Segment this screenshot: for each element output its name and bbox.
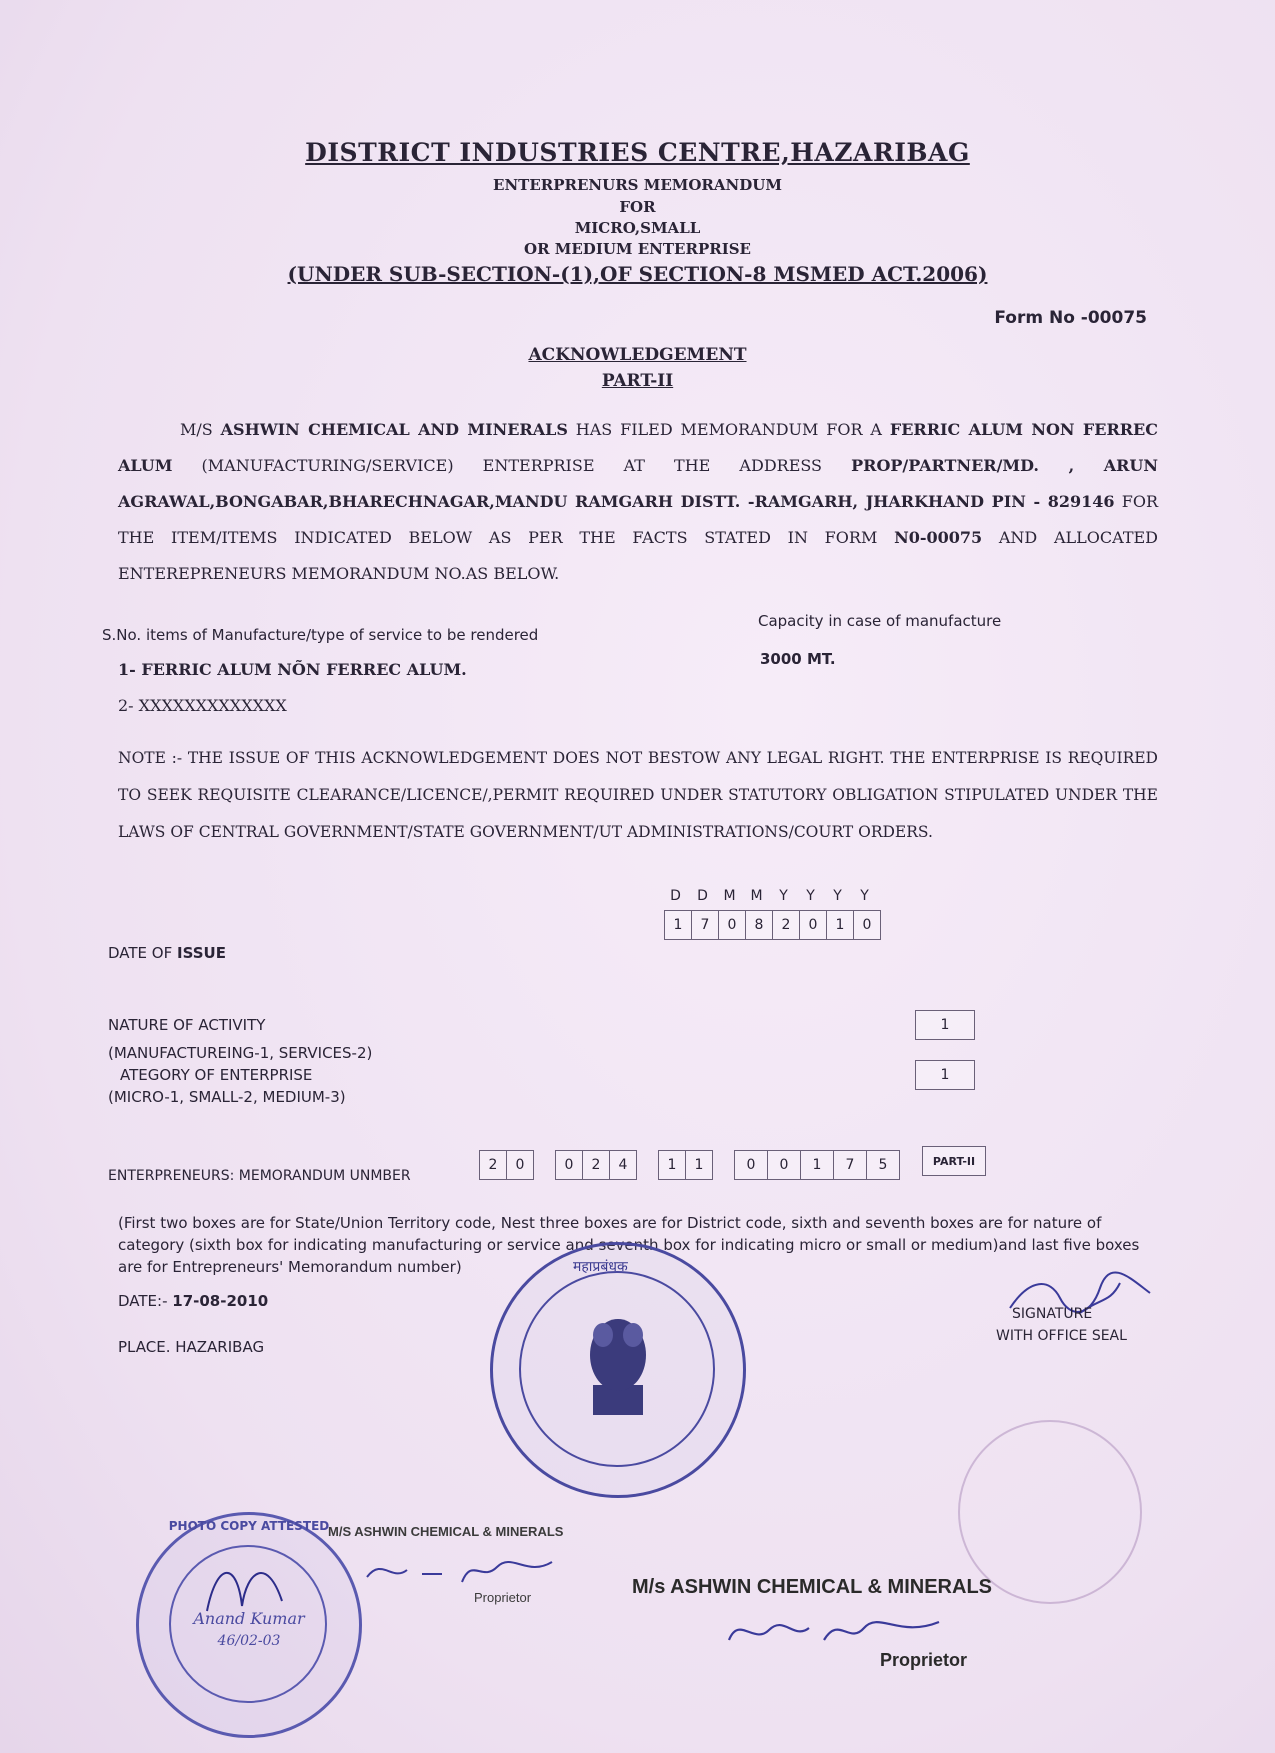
memo-digit: 0 xyxy=(767,1150,801,1180)
capacity-1: 3000 MT. xyxy=(760,650,836,668)
statement-p1: M/S xyxy=(180,420,221,439)
footer-date xyxy=(118,1292,268,1310)
part-box: PART-II xyxy=(922,1146,986,1176)
note-paragraph: NOTE :- THE ISSUE OF THIS ACKNOWLEDGEMENT DOES NOT BESTOW ANY LEGAL RIGHT. THE ENTERPRISE IS REQUIRED TO SEEK REQUISITE CLEARANCE/LICENCE/,PERMIT REQUIRED UNDER STATUTORY OBLIGATION STIPULATED UNDER THE LAWS OF CENTRAL GOVERNMENT/STATE GOVERNMENT/UT ADMINISTRATIONS/COURT ORDERS. xyxy=(118,749,1158,841)
firm-stamp-role: Proprietor xyxy=(474,1590,532,1605)
acknowledgement-heading: ACKNOWLEDGEMENT xyxy=(528,345,747,365)
office-seal xyxy=(490,1242,746,1498)
firm-stamp-2-name: M/s ASHWIN CHEMICAL & MINERALS xyxy=(632,1576,992,1598)
proprietor-signature-2-icon xyxy=(724,1610,954,1654)
date-digit: 1 xyxy=(826,910,854,940)
form-reference: N0-00075 xyxy=(894,528,983,547)
notary-number: 46/02-03 xyxy=(217,1633,281,1649)
date-header-y3: Y xyxy=(833,888,842,904)
date-of-issue-prefix: DATE OF xyxy=(108,944,177,962)
date-of-issue-boxes xyxy=(665,910,881,940)
items-header xyxy=(102,626,538,644)
notary-stamp xyxy=(136,1512,362,1738)
nature-of-activity-label: NATURE OF ACTIVITY xyxy=(108,1016,266,1034)
memorandum-number-boxes xyxy=(480,1150,986,1180)
signature-label: SIGNATURE xyxy=(1012,1306,1093,1322)
date-format-header xyxy=(662,888,878,904)
statement-p4: FOR THE ITEM/ITEMS INDICATED BELOW AS PER THE FACTS STATED IN FORM xyxy=(118,492,1158,547)
date-header-y1: Y xyxy=(779,888,788,904)
date-header-d1: D xyxy=(670,888,681,904)
date-header-d2: D xyxy=(697,888,708,904)
subtitle-for: FOR xyxy=(619,198,656,216)
date-digit: 2 xyxy=(772,910,800,940)
office-seal-label: WITH OFFICE SEAL xyxy=(996,1328,1127,1344)
address: PROP/PARTNER/MD. , ARUN AGRAWAL,BONGABAR,BHARECHNAGAR,MANDU RAMGARH DISTT. -RAMGARH, JHARKHAND PIN - 829146 xyxy=(118,456,1159,511)
statement-p5: AND ALLOCATED ENTEREPRENEURS MEMORANDUM NO.AS BELOW. xyxy=(118,528,1158,583)
act-reference: (UNDER SUB-SECTION-(1),OF SECTION-8 MSMED ACT.2006) xyxy=(287,262,988,286)
part-heading: PART-II xyxy=(601,371,674,391)
date-digit: 7 xyxy=(691,910,719,940)
seal-text: महाप्रबंधक xyxy=(573,1259,628,1275)
subtitle-micro-small: MICRO,SMALL xyxy=(574,219,701,237)
office-title: DISTRICT INDUSTRIES CENTRE,HAZARIBAG xyxy=(305,138,970,167)
date-of-issue-label xyxy=(108,944,226,962)
footer-date-value: 17-08-2010 xyxy=(172,1292,269,1310)
category-sub: (MICRO-1, SMALL-2, MEDIUM-3) xyxy=(108,1088,346,1106)
notary-signature-icon xyxy=(197,1551,297,1621)
date-of-issue-bold: ISSUE xyxy=(177,944,226,962)
memo-number-group xyxy=(735,1150,900,1180)
items-header-label: No. items of Manufacture/type of service to be rendered xyxy=(116,626,539,644)
memo-digit: 1 xyxy=(658,1150,686,1180)
memo-digit: 5 xyxy=(866,1150,900,1180)
subtitle-medium: OR MEDIUM ENTERPRISE xyxy=(524,240,751,258)
footer-date-label: DATE:- xyxy=(118,1292,173,1310)
date-digit: 8 xyxy=(745,910,773,940)
nature-of-activity-box: 1 xyxy=(915,1010,975,1040)
emblem-icon xyxy=(573,1305,663,1425)
date-header-m2: M xyxy=(750,888,763,904)
memo-digit: 1 xyxy=(685,1150,713,1180)
statement-paragraph xyxy=(118,412,1158,592)
category-label: ATEGORY OF ENTERPRISE xyxy=(120,1066,313,1084)
category-code-group xyxy=(659,1150,713,1180)
memo-digit: 1 xyxy=(800,1150,834,1180)
item-1: 1- FERRIC ALUM NÕN FERREC ALUM. xyxy=(118,660,467,679)
firm-stamp-name: M/S ASHWIN CHEMICAL & MINERALS xyxy=(328,1524,564,1539)
footer-place: PLACE. HAZARIBAG xyxy=(118,1338,265,1356)
product-name: FERRIC ALUM NON FERREC ALUM xyxy=(118,420,1158,475)
proprietor-signature-icon xyxy=(362,1552,562,1592)
notary-name: Anand Kumar xyxy=(193,1609,305,1628)
subtitle-memorandum: ENTERPRENURS MEMORANDUM xyxy=(493,176,782,194)
memo-digit: 2 xyxy=(582,1150,610,1180)
capacity-header: Capacity in case of manufacture xyxy=(758,612,1002,630)
firm-name: ASHWIN CHEMICAL AND MINERALS xyxy=(220,420,568,439)
category-box: 1 xyxy=(915,1060,975,1090)
district-code-group xyxy=(556,1150,637,1180)
notary-ring-text: PHOTO COPY ATTESTED xyxy=(168,1519,330,1533)
item-2: 2- XXXXXXXXXXXXX xyxy=(118,696,287,715)
date-header-y4: Y xyxy=(860,888,869,904)
state-code-group xyxy=(480,1150,534,1180)
date-digit: 0 xyxy=(853,910,881,940)
nature-of-activity-sub: (MANUFACTUREING-1, SERVICES-2) xyxy=(108,1044,373,1062)
memo-digit: 0 xyxy=(734,1150,768,1180)
memo-digit: 0 xyxy=(555,1150,583,1180)
date-digit: 1 xyxy=(664,910,692,940)
memorandum-footnote: (First two boxes are for State/Union Territory code, Nest three boxes are for District code, sixth and seventh boxes are for nature of category (sixth box for indicating manufacturing or service and seventh box for indicating micro or small or medium)and last five boxes are for Entrepreneurs' Memorandum number) xyxy=(118,1214,1140,1276)
memo-digit: 7 xyxy=(833,1150,867,1180)
memo-digit: 0 xyxy=(506,1150,534,1180)
memo-digit: 2 xyxy=(479,1150,507,1180)
memorandum-number-label: ENTERPRENEURS: MEMORANDUM UNMBER xyxy=(108,1168,411,1184)
date-header-y2: Y xyxy=(806,888,815,904)
items-header-prefix: S. xyxy=(102,626,117,644)
date-digit: 0 xyxy=(718,910,746,940)
form-number: Form No -00075 xyxy=(994,308,1147,328)
memo-digit: 4 xyxy=(609,1150,637,1180)
statement-p3: (MANUFACTURING/SERVICE) ENTERPRISE AT THE ADDRESS xyxy=(172,456,852,475)
statement-p2: HAS FILED MEMORANDUM FOR A xyxy=(567,420,890,439)
date-digit: 0 xyxy=(799,910,827,940)
date-header-m1: M xyxy=(723,888,736,904)
firm-stamp-2-role: Proprietor xyxy=(880,1650,968,1670)
